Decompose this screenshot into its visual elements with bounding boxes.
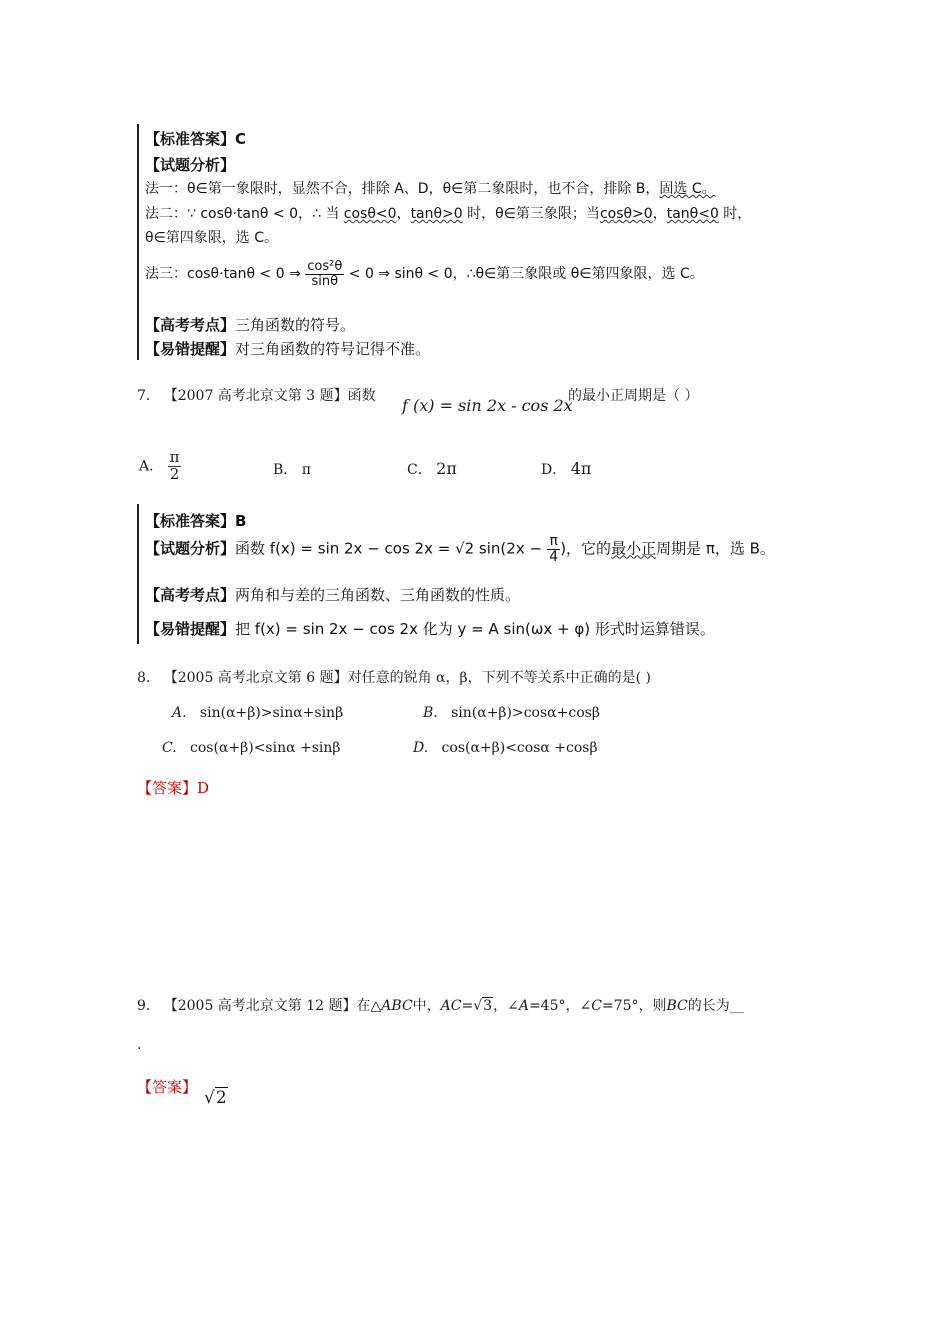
q9-stem-1: 在△	[356, 998, 382, 1014]
q6-method2	[145, 203, 751, 223]
q9-source: 【2005 高考北京文第 12 题】	[163, 998, 357, 1014]
method2-g: tanθ<0	[666, 206, 719, 222]
q8-option-b-label: B.	[423, 705, 438, 721]
method2-a: cosθ<0	[343, 206, 397, 222]
point-text: 两角和与差的三角函数、三角函数的性质。	[235, 586, 521, 604]
method2-e: cosθ>0	[599, 206, 653, 222]
q9-sqrt3-radicand: 3	[483, 998, 493, 1014]
error-text: 把 f(x) = sin 2x − cos 2x 化为 y = A sin(ωx + φ) 形式时运算错误。	[235, 620, 715, 638]
analysis-prefix: 函数 f(x) = sin 2x − cos 2x = √2 sin(2x −	[235, 539, 543, 558]
q7-option-b-label: B．	[273, 462, 298, 478]
q8-stem-text: 对任意的锐角 α，β，下列不等关系中正确的是( )	[347, 670, 651, 686]
q7-option-a-den: 2	[169, 464, 180, 483]
q8-number: 8.	[137, 670, 151, 686]
q9-stem-6: =75°，则	[601, 998, 667, 1014]
q7-option-b-value: π	[301, 462, 311, 478]
q9-answer-sqrt: √2	[204, 1088, 227, 1108]
q9-stem-2: 中，	[412, 998, 441, 1014]
answer-value: C	[235, 130, 247, 148]
method2-line2: θ∈第四象限，选 C。	[145, 230, 278, 246]
analysis-wavy: 最小正	[611, 539, 657, 558]
q7-point-line	[145, 584, 520, 605]
q7-answer-line	[145, 510, 246, 531]
point-tag: 【高考考点】	[145, 586, 236, 604]
q6-analysis-tag-line	[145, 154, 235, 175]
q8-option-a	[172, 705, 343, 721]
q9-answer-tag: 【答案】	[137, 1078, 198, 1096]
q8-option-c-label: C.	[162, 740, 177, 756]
q8-stem	[137, 667, 651, 687]
q8-option-a-text: sin(α+β)>sinα+sinβ	[199, 705, 344, 721]
method1-end: 固选 C。	[659, 181, 716, 197]
q8-option-d	[413, 740, 598, 756]
q7-option-c-label: C．	[407, 462, 432, 478]
answer-tag: 【标准答案】	[145, 130, 236, 148]
error-tag: 【易错提醒】	[145, 620, 236, 638]
q7-stem-prefix: 函数	[347, 388, 376, 404]
q6-analysis-block	[137, 124, 799, 360]
q7-option-d-value: 4π	[570, 459, 592, 478]
q8-option-c-text: cos(α+β)<sinα +sinβ	[190, 740, 341, 756]
q7-option-a	[139, 450, 181, 483]
q8-source: 【2005 高考北京文第 6 题】	[163, 670, 348, 686]
method2-h: 时，	[718, 206, 752, 222]
analysis-den: 4	[549, 548, 559, 565]
answer-value: B	[235, 512, 247, 530]
q6-method1	[145, 178, 716, 198]
q7-stem-suffix: 的最小正周期是（ ）	[568, 388, 699, 404]
q7-analysis-block	[137, 504, 799, 644]
q6-answer-line	[145, 128, 246, 149]
q9-stem-4: ，∠	[493, 998, 519, 1014]
method3-fraction	[305, 260, 344, 288]
analysis-mid: )，它的	[560, 539, 612, 558]
q9-stem	[137, 995, 744, 1015]
q8-option-a-label: A.	[172, 705, 187, 721]
method3-suffix: < 0 ⇒ sinθ < 0，∴θ∈第三象限或 θ∈第四象限，选 C。	[348, 266, 704, 283]
q9-stem-5: =45°，∠	[528, 998, 592, 1014]
answer-tag: 【标准答案】	[145, 512, 236, 530]
q7-option-c-value: 2π	[436, 459, 457, 478]
q7-source: 【2007 高考北京文第 3 题】	[163, 388, 348, 404]
method2-c: tanθ>0	[410, 206, 463, 222]
method2-prefix: 法二：∵ cosθ⋅tanθ < 0，∴ 当	[145, 206, 340, 222]
q7-analysis-line	[145, 534, 775, 564]
q8-option-b	[423, 705, 600, 721]
q7-stem	[137, 385, 376, 405]
analysis-num: π	[547, 534, 560, 550]
method3-den: sinθ	[311, 273, 339, 289]
q8-option-d-text: cos(α+β)<cosα +cosβ	[441, 740, 598, 756]
q6-point-line	[145, 314, 355, 335]
q6-method3	[145, 260, 704, 288]
q8-option-b-text: sin(α+β)>cosα+cosβ	[451, 705, 600, 721]
q8-option-c	[162, 740, 341, 756]
q9-stem-c: C	[591, 998, 602, 1014]
q8-option-d-label: D.	[413, 740, 429, 756]
q8-answer-value: D	[197, 779, 210, 797]
q8-answer	[137, 777, 209, 798]
q6-error-line	[145, 338, 430, 359]
q7-option-a-fraction	[168, 450, 182, 483]
q7-option-d-label: D．	[541, 462, 567, 478]
analysis-tag: 【试题分析】	[145, 539, 236, 558]
q9-stem-ac: AC	[440, 998, 462, 1014]
method2-d: 时，θ∈第三象限；当	[462, 206, 600, 222]
q7-formula: f (x) = sin 2x - cos 2x	[402, 396, 573, 415]
analysis-tag: 【试题分析】	[145, 156, 236, 174]
q7-option-c	[407, 459, 457, 479]
q9-answer-radicand: 2	[215, 1088, 227, 1108]
method2-b: ，	[396, 206, 411, 222]
q7-option-a-label: A．	[139, 458, 164, 475]
analysis-suffix: 周期是 π，选 B。	[656, 539, 775, 558]
q7-option-a-num: π	[169, 448, 180, 466]
method2-f: ，	[652, 206, 667, 222]
point-text: 三角函数的符号。	[235, 316, 356, 334]
q6-method2-line2	[145, 227, 278, 247]
q9-stem-abc: ABC	[381, 998, 413, 1014]
q9-stem-end: .	[137, 1037, 142, 1053]
error-text: 对三角函数的符号记得不准。	[235, 340, 431, 358]
method3-num: cos²θ	[307, 259, 343, 274]
q9-stem-bc: BC	[666, 998, 688, 1014]
error-tag: 【易错提醒】	[145, 340, 236, 358]
q9-answer-value	[204, 1088, 228, 1108]
q9-stem-a: A	[518, 998, 529, 1014]
q9-stem-7: 的长为__	[687, 998, 744, 1014]
q8-answer-tag: 【答案】	[137, 779, 198, 797]
q7-option-b	[273, 459, 311, 479]
method3-prefix: 法三：cosθ⋅tanθ < 0 ⇒	[145, 266, 301, 283]
point-tag: 【高考考点】	[145, 316, 236, 334]
q9-number: 9.	[137, 998, 151, 1014]
method1-text: 法一：θ∈第一象限时，显然不合，排除 A、D，θ∈第二象限时，也不合，排除 B，	[145, 181, 660, 197]
analysis-fraction	[547, 534, 560, 564]
q9-stem-3: =	[461, 998, 474, 1014]
q9-sqrt3: √3	[473, 998, 493, 1014]
q7-option-d	[541, 459, 591, 479]
q7-number: 7.	[137, 388, 151, 404]
q7-error-line	[145, 618, 715, 639]
